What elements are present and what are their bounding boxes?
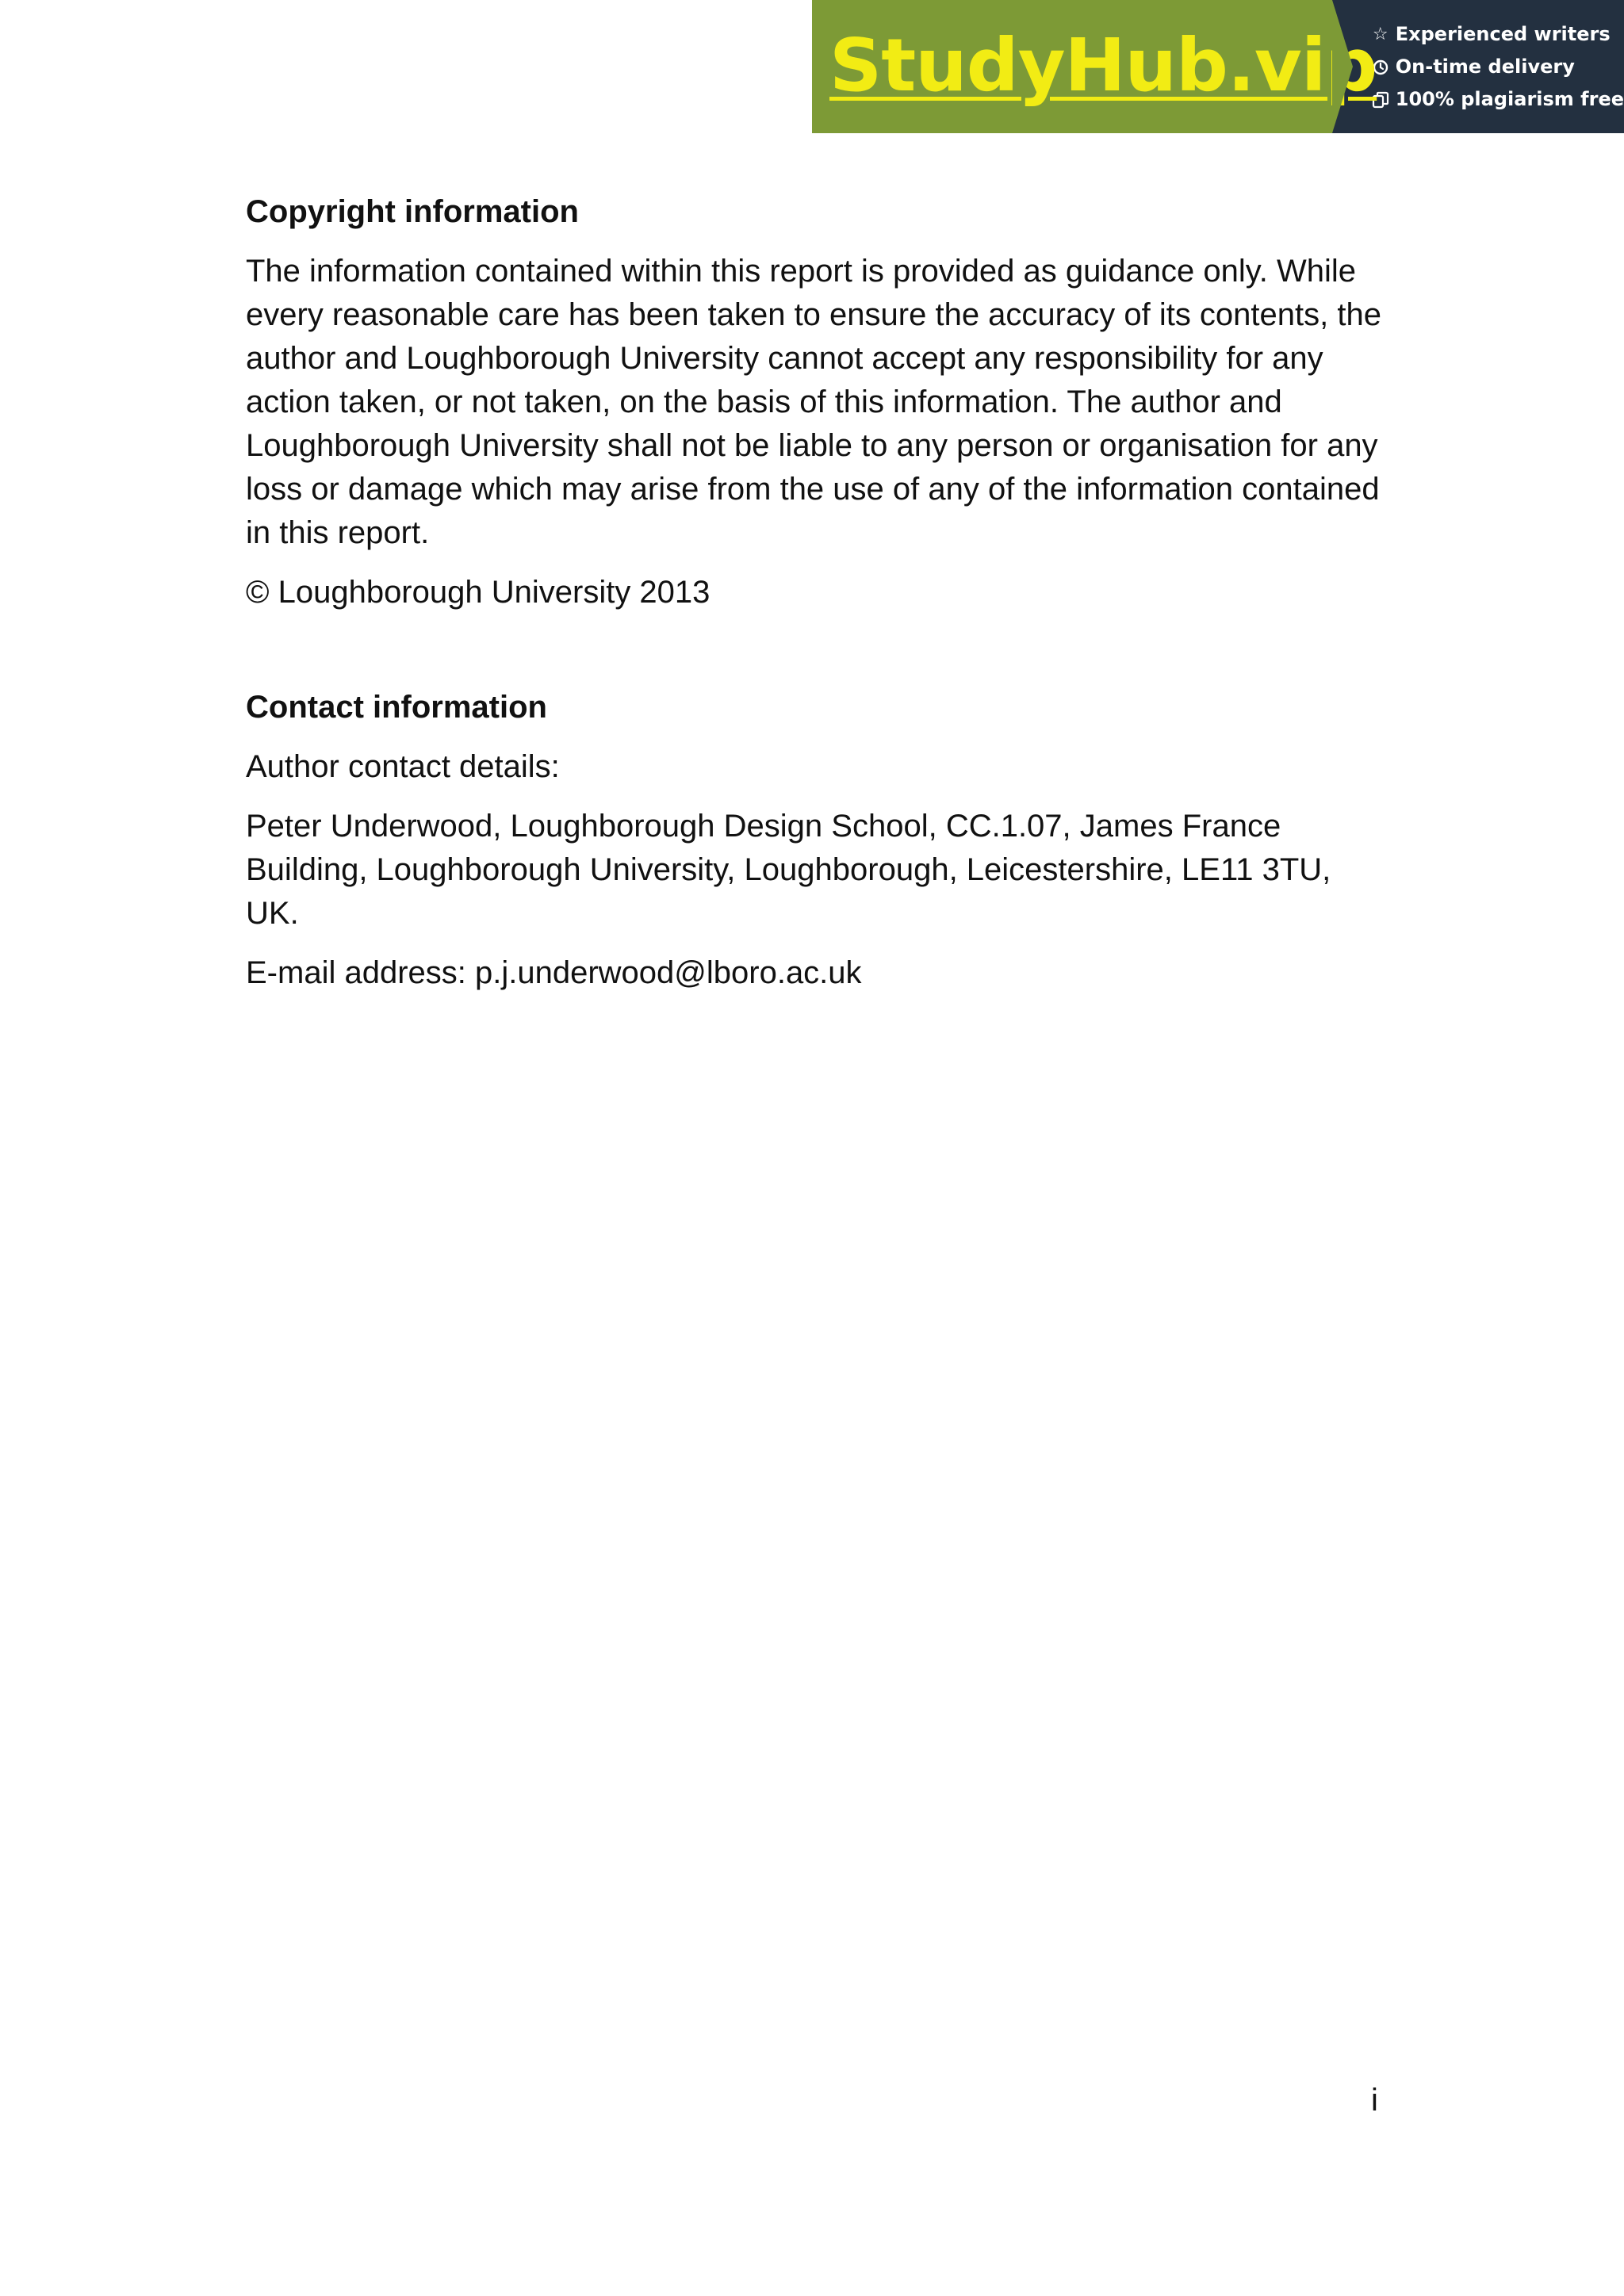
brand-logo[interactable]: StudyHub.vip: [829, 23, 1377, 108]
feature-item-on-time-delivery: [1370, 51, 1624, 83]
star-icon: ☆: [1372, 24, 1388, 44]
copyright-disclaimer: The information contained within this report is provided as guidance only. While every reasonable care has been taken to ensure the accuracy of its contents, the author and Loughborough University cannot accept any responsibility for any action taken, or not taken, on the basis of this information. The author and Loughborough University shall not be liable to any person or organisation for any loss or damage which may arise from the use of any of the information contained in this report.: [246, 254, 1381, 550]
feature-item-experienced-writers: [1370, 18, 1624, 51]
feature-label: 100% plagiarism free: [1395, 87, 1624, 110]
author-address: Peter Underwood, Loughborough Design School, CC.1.07, James France Building, Loughborough University, Loughborough, Leicestershire, LE11 3TU, UK.: [246, 809, 1331, 931]
document-page: [246, 190, 1388, 1011]
section-spacer: [246, 630, 1388, 686]
feature-label: Experienced writers: [1395, 22, 1611, 45]
copyright-heading: Copyright information: [246, 194, 579, 229]
author-contact-label: Author contact details:: [246, 749, 560, 784]
feature-item-plagiarism-free: [1370, 83, 1624, 116]
copyright-notice: © Loughborough University 2013: [246, 575, 710, 610]
contact-heading: Contact information: [246, 690, 547, 725]
studyhub-banner[interactable]: [812, 0, 1624, 133]
feature-label: On-time delivery: [1395, 55, 1575, 78]
brand-panel[interactable]: [812, 0, 1377, 133]
banner-arrow-shape: [1332, 0, 1353, 133]
author-email: E-mail address: p.j.underwood@lboro.ac.uk: [246, 955, 862, 990]
page-number: i: [1371, 2083, 1378, 2118]
